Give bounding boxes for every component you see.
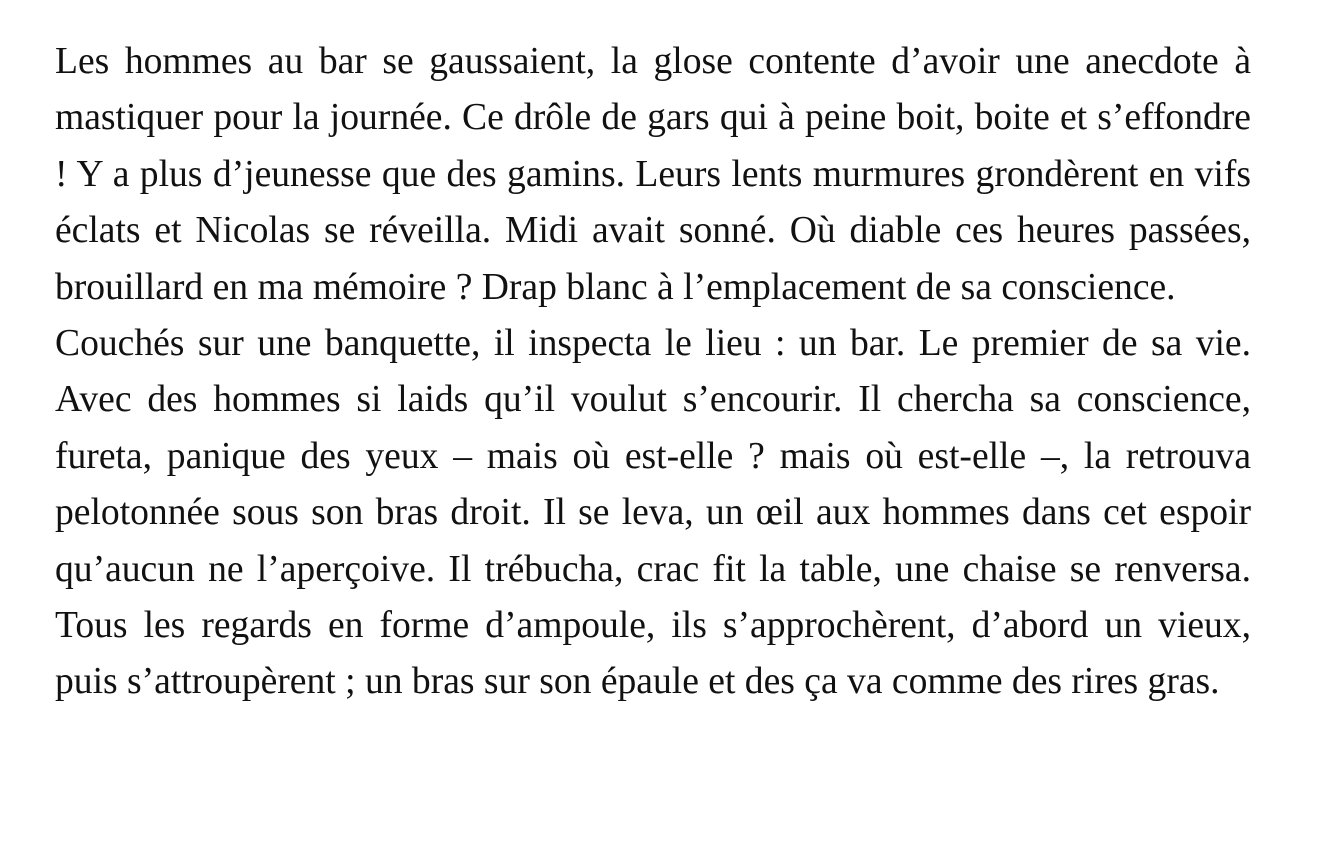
paragraph-2: Couchés sur une banquette, il inspecta le lieu : un bar. Le premier de sa vie. Avec des hommes si laids qu’il voulut s’encourir. Il chercha sa conscience, fureta, panique des yeux – mais où est-elle ? mais où est-elle –, la retrouva pelotonnée sous son bras droit. Il se leva, un œil aux hommes dans cet espoir qu’aucun ne l’aperçoive. Il trébucha, crac fit la table, une chaise se renversa. Tous les regards en forme d’ampoule, ils s’approchèrent, d’abord un vieux, puis s’attroupèrent ; un bras sur son épaule et des ça va comme des rires gras.: [55, 323, 1251, 703]
document-body: [55, 34, 1251, 711]
paragraph-1: Les hommes au bar se gaussaient, la glose contente d’avoir une anecdote à mastiquer pour la journée. Ce drôle de gars qui à peine boit, boite et s’effondre ! Y a plus d’jeunesse que des gamins. Leurs lents murmures grondèrent en vifs éclats et Nicolas se réveilla. Midi avait sonné. Où diable ces heures passées, brouillard en ma mémoire ? Drap blanc à l’emplacement de sa conscience.: [55, 41, 1251, 308]
